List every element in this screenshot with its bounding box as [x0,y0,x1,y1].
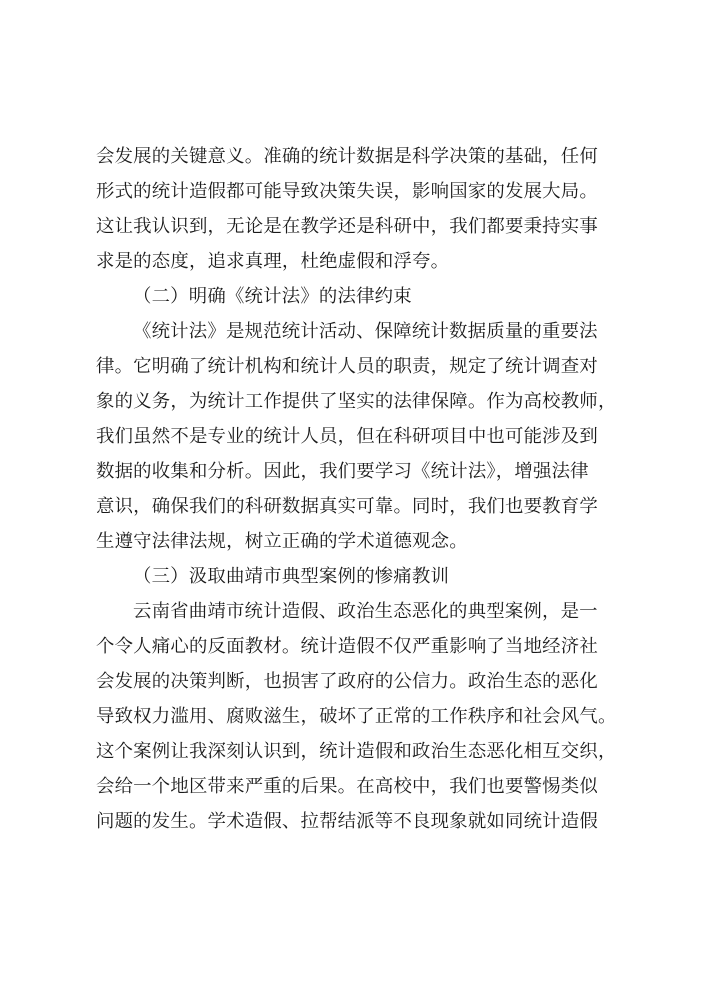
text-line: 生遵守法律法规，树立正确的学术道德观念。 [96,531,468,552]
text-line: 导致权力滥用、腐败滋生，破坏了正常的工作秩序和社会风气。 [96,706,617,727]
text-line: 数据的收集和分析。因此，我们要学习《统计法》，增强法律 [96,461,589,482]
text-line: 问题的发生。学术造假、拉帮结派等不良现象就如同统计造假 [96,811,598,832]
text-line: 个令人痛心的反面教材。统计造假不仅严重影响了当地经济社 [96,636,598,657]
text-line: 这个案例让我深刻认识到，统计造假和政治生态恶化相互交织， [96,741,617,762]
text-line: 意识，确保我们的科研数据真实可靠。同时，我们也要教育学 [96,496,598,517]
text-line: 我们虽然不是专业的统计人员，但在科研项目中也可能涉及到 [96,426,598,447]
section-heading: （三）汲取曲靖市典型案例的惨痛教训 [133,566,450,587]
section-heading: （二）明确《统计法》的法律约束 [133,286,412,307]
text-line: 求是的态度，追求真理，杜绝虚假和浮夸。 [96,251,450,272]
text-line: 形式的统计造假都可能导致决策失误，影响国家的发展大局。 [96,181,598,202]
text-line: 会给一个地区带来严重的后果。在高校中，我们也要警惕类似 [96,776,598,797]
paragraph-first-line: 《统计法》是规范统计活动、保障统计数据质量的重要法 [133,321,598,342]
text-line: 律。它明确了统计机构和统计人员的职责，规定了统计调查对 [96,356,598,377]
paragraph-first-line: 云南省曲靖市统计造假、政治生态恶化的典型案例，是一 [133,601,598,622]
text-line: 会发展的决策判断，也损害了政府的公信力。政治生态的恶化 [96,671,598,692]
text-line: 会发展的关键意义。准确的统计数据是科学决策的基础，任何 [96,146,598,167]
text-line: 象的义务，为统计工作提供了坚实的法律保障。作为高校教师， [96,391,617,412]
text-line: 这让我认识到，无论是在教学还是科研中，我们都要秉持实事 [96,216,598,237]
